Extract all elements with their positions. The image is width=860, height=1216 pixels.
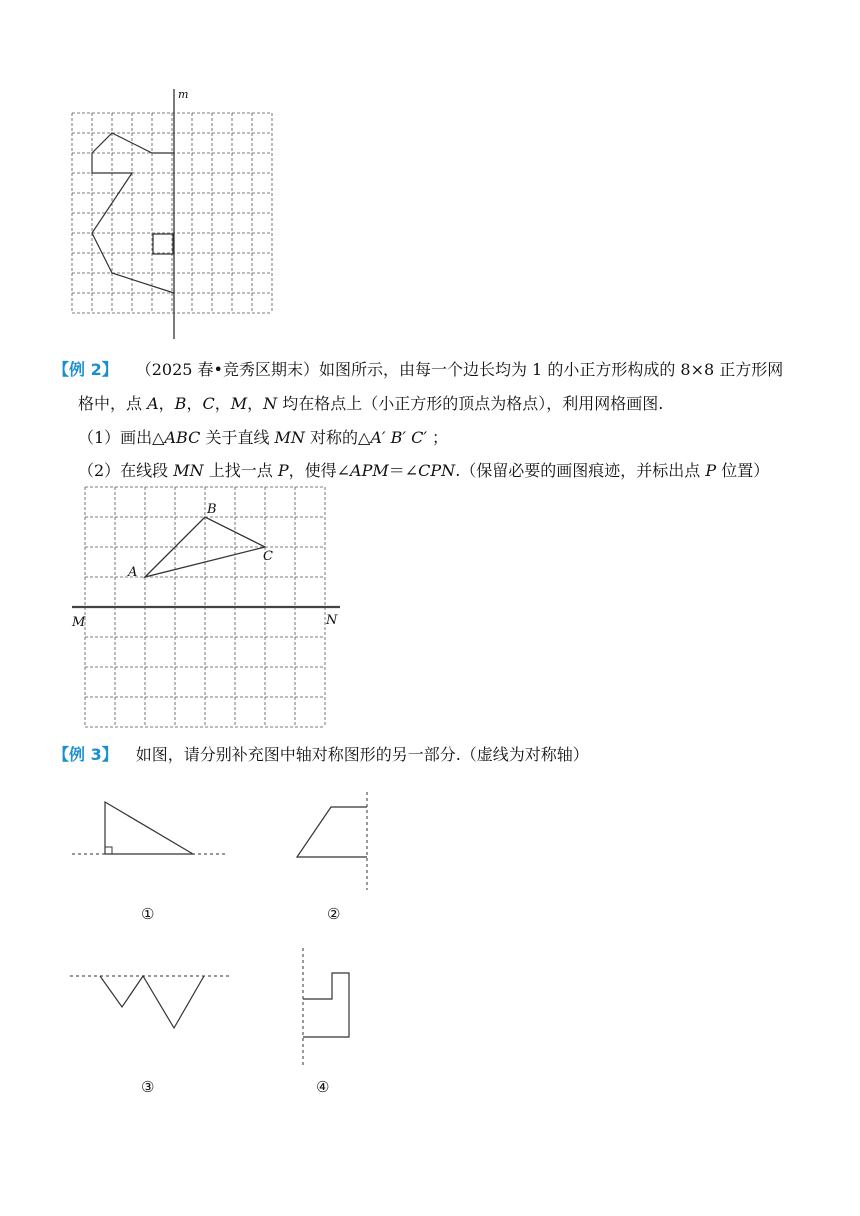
q2-text: 上找一点 (203, 461, 278, 480)
example-2-intro-1: 如图所示，由每一个边长均为 1 的小正方形构成的 8×8 正方形网 (318, 360, 784, 379)
sep: ， (214, 394, 231, 413)
example-2-line-2 (78, 394, 663, 414)
q2-text: ，使得∠ (288, 461, 351, 480)
axis-m-label: m (178, 88, 189, 101)
label-n: N (326, 613, 338, 628)
example-2-line-1 (53, 360, 783, 380)
shape-2-trapezoid (297, 807, 367, 857)
right-angle-mark (105, 847, 112, 854)
label-b: B (207, 502, 217, 517)
q2-point: P (705, 461, 717, 480)
label-circled-4: ④ (316, 1078, 330, 1096)
figure-2-grid (68, 484, 348, 729)
q1-line: MN (274, 428, 305, 447)
q2-text: 位置） (716, 461, 770, 480)
sep: ， (186, 394, 203, 413)
q2-line: MN (173, 461, 204, 480)
example-2-tag: 【例 2】 (53, 360, 118, 379)
q1-text: ； (426, 428, 449, 447)
q1-text: 对称的△ (304, 428, 371, 447)
q2-text: （2）在线段 (78, 461, 174, 480)
label-circled-3: ③ (141, 1078, 155, 1096)
label-c: C (263, 549, 273, 564)
label-a: A (128, 565, 138, 580)
example-2-source: （2025 春•竞秀区期末） (135, 360, 319, 379)
small-square (153, 234, 173, 254)
example-3-tag: 【例 3】 (53, 745, 118, 764)
q2-text: ＝∠ (388, 461, 419, 480)
shape-4-step (303, 973, 349, 1037)
shape-1-triangle (105, 802, 193, 854)
point-c: C (202, 394, 215, 413)
q1-triangle: ABC (164, 428, 201, 447)
point-b: B (174, 394, 187, 413)
example-3-line (53, 745, 589, 765)
q1-text: 关于直线 (200, 428, 275, 447)
figure-1-grid (60, 85, 290, 345)
sep: ， (247, 394, 264, 413)
label-circled-2: ② (327, 905, 341, 923)
point-n: N (263, 394, 278, 413)
point-a: A (147, 394, 159, 413)
sep: ， (158, 394, 175, 413)
q2-point: P (277, 461, 289, 480)
figure-3-shapes (60, 790, 380, 1100)
q1-image-triangle: A′ B′ C′ (370, 428, 427, 447)
label-circled-1: ① (141, 905, 155, 923)
intro-text: 格中，点 (78, 394, 148, 413)
q2-angle: APM (350, 461, 389, 480)
example-2-question-1 (78, 428, 448, 448)
q2-text: .（保留必要的画图痕迹，并标出点 (455, 461, 706, 480)
intro-text: 均在格点上（小正方形的顶点为格点），利用网格画图. (277, 394, 664, 413)
shape-3-zigzag (100, 976, 204, 1028)
label-m: M (72, 615, 86, 630)
q1-text: （1）画出△ (78, 428, 165, 447)
example-2-question-2 (78, 461, 769, 481)
point-m: M (230, 394, 248, 413)
example-3-text: 如图，请分别补充图中轴对称图形的另一部分.（虚线为对称轴） (135, 745, 589, 764)
q2-angle: CPN (418, 461, 456, 480)
